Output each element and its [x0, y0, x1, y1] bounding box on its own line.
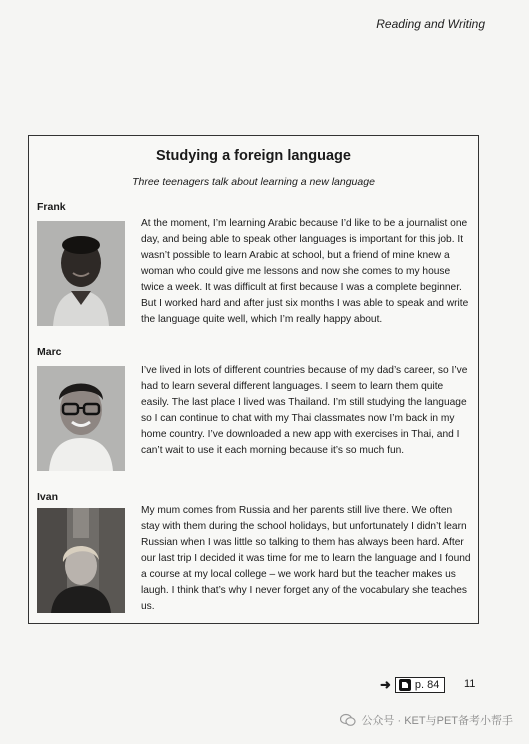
wechat-icon — [340, 713, 356, 727]
article-title: Studying a foreign language — [156, 148, 351, 164]
article-box — [28, 135, 479, 624]
watermark-text: 公众号 · KET与PET备考小帮手 — [361, 715, 513, 727]
page-reference[interactable] — [380, 677, 445, 693]
watermark — [340, 712, 513, 728]
article-subtitle: Three teenagers talk about learning a new language — [132, 176, 375, 188]
bio-marc: I’ve lived in lots of different countries because of my dad’s career, so I’ve had to learn several different languages. I seem to learn them quite easily. The last place I lived was Thailand. I’m still studying the language so I can continue to chat with my Thai classmates now I’m back in my home country. I’ve downloaded a new app with exercises in Thai, and I can’t wait to use it each morning because it’s so much fun. — [141, 365, 468, 456]
page-number: 11 — [464, 678, 476, 690]
person-name-ivan: Ivan — [37, 491, 59, 503]
book-icon — [399, 679, 411, 691]
person-name-marc: Marc — [37, 346, 62, 358]
bio-frank: At the moment, I’m learning Arabic because I’d like to be a journalist one day, and being able to speak other languages is important for this job. It wasn’t possible to learn Arabic at school, but a friend of mine knew a woman who could give me lessons and now she comes to my house twice a week. It was difficult at first because I was a complete beginner. But I worked hard and after just six months I was able to speak and write the language quite well, which I’m really happy about. — [141, 218, 469, 325]
reference-label: p. 84 — [414, 679, 440, 691]
reference-box[interactable] — [395, 677, 445, 693]
portrait-ivan-icon — [37, 508, 125, 613]
bio-ivan: My mum comes from Russia and her parents still live there. We often stay with them during the school holidays, but unfortunately I didn’t learn Russian when I was little so talking to them has always been hard. After our last trip I decided it was time for me to learn the language and I found a course at my local college – we work hard but the teacher makes us laugh. I think that’s why I never forget any of the vocabulary she teaches us. — [141, 505, 471, 612]
portrait-frank-icon — [37, 221, 125, 326]
person-name-frank: Frank — [37, 201, 66, 213]
portrait-marc-icon — [37, 366, 125, 471]
section-header: Reading and Writing — [376, 17, 485, 31]
arrow-right-icon: ➜ — [380, 677, 391, 692]
